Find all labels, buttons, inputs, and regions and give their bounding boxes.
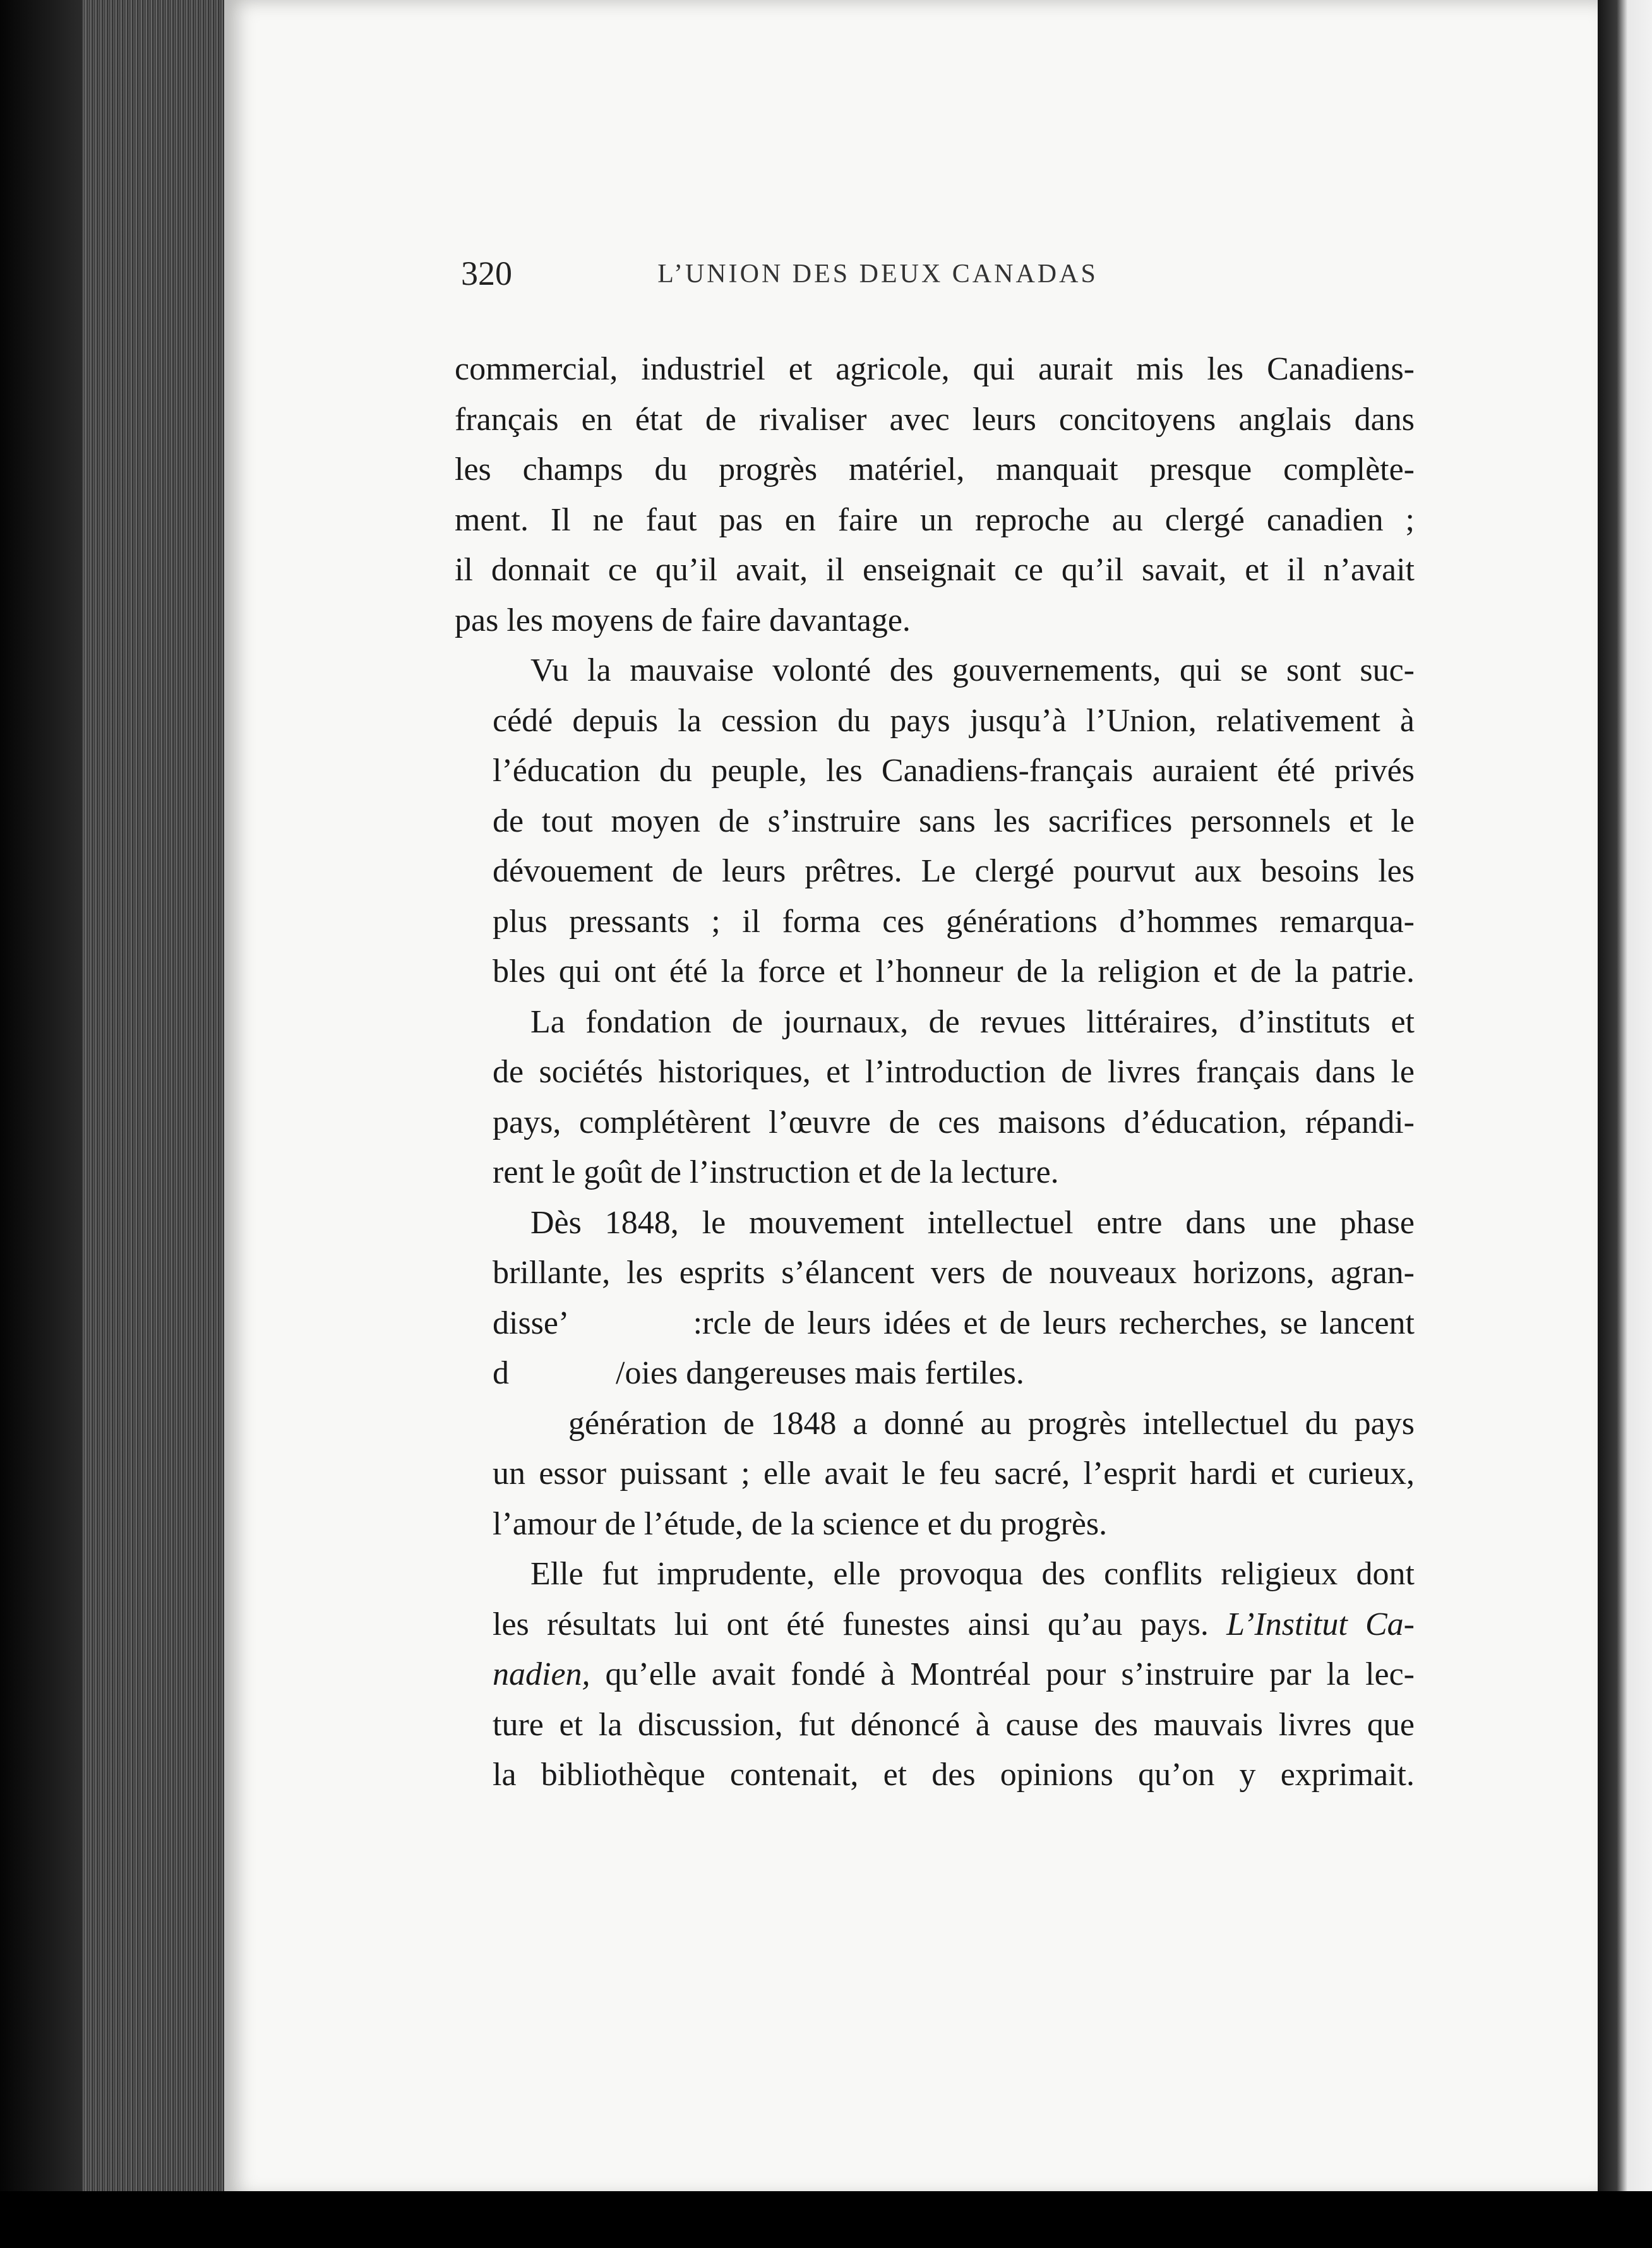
text-line: la bibliothèque contenait, et des opinions qu’on y exprimait. <box>493 1757 1415 1793</box>
text-line: disseʼ :rcle de leurs idées et de leurs recherches, se lancent <box>493 1305 1415 1341</box>
text-line: l’amour de l’étude, de la science et du progrès. <box>493 1505 1108 1542</box>
body-text <box>455 344 1415 1800</box>
text-line: de sociétés historiques, et l’introduction de livres français dans le <box>493 1054 1415 1090</box>
italic-title: nadien, <box>493 1656 590 1692</box>
text-line: dévouement de leurs prêtres. Le clergé pourvut aux besoins les <box>493 853 1415 889</box>
text-line: il donnait ce qu’il avait, il enseignait ce qu’il savait, et il n’avait <box>455 552 1415 588</box>
paragraph-5 <box>455 1399 1415 1550</box>
running-head: L’UNION DES DEUX CANADAS <box>657 260 1098 289</box>
text-line: rent le goût de l’instruction et de la lecture. <box>493 1154 1059 1190</box>
text-line: bles qui ont été la force et l’honneur de la religion et de la patrie. <box>493 954 1415 989</box>
text-line: un essor puissant ; elle avait le feu sacré, l’esprit hardi et curieux, <box>493 1456 1415 1492</box>
text-line: brillante, les esprits s’élancent vers de nouveaux horizons, agran- <box>493 1255 1415 1291</box>
paragraph-6 <box>455 1549 1415 1800</box>
text-line: Vu la mauvaise volonté des gouvernements, qui se sont suc- <box>530 652 1415 688</box>
text-line: ture et la discussion, fut dénoncé à cause des mauvais livres que <box>493 1706 1415 1743</box>
text-line: les champs du progrès matériel, manquait presque complète- <box>455 451 1415 487</box>
text-line: français en état de rivaliser avec leurs concitoyens anglais dans <box>455 401 1415 438</box>
text-line: Dès 1848, le mouvement intellectuel entre dans une phase <box>530 1204 1415 1241</box>
page-stack-edge <box>82 0 227 2197</box>
text-line <box>455 1649 1415 1700</box>
text-line: cédé depuis la cession du pays jusqu’à l’Union, relativement à <box>493 702 1415 739</box>
text-line: ment. Il ne faut pas en faire un reproche au clergé canadien ; <box>455 501 1415 538</box>
paragraph-1 <box>455 344 1415 645</box>
text-line: d /oies dangereuses mais fertiles. <box>493 1355 1024 1391</box>
italic-title: L’Institut Ca- <box>1226 1606 1415 1642</box>
book-spine-shadow <box>0 0 88 2248</box>
paragraph-2 <box>455 645 1415 997</box>
text-run: qu’elle avait fondé à Montréal pour s’instruire par la lec- <box>590 1656 1415 1692</box>
text-line: commercial, industriel et agricole, qui aurait mis les Canadiens- <box>455 351 1415 387</box>
bottom-margin <box>0 2191 1652 2248</box>
page-number: 320 <box>461 254 512 292</box>
text-line: l’éducation du peuple, les Canadiens-français auraient été privés <box>493 753 1415 789</box>
facing-page-edge <box>1598 0 1652 2248</box>
text-line: pas les moyens de faire davantage. <box>455 602 911 638</box>
text-run: les résultats lui ont été funestes ainsi qu’au pays. <box>493 1606 1227 1642</box>
text-line: Elle fut imprudente, elle provoqua des conflits religieux dont <box>530 1556 1415 1592</box>
text-line: pays, complétèrent l’œuvre de ces maisons d’éducation, répandi- <box>493 1104 1415 1140</box>
page-header <box>461 254 1206 304</box>
paragraph-4 <box>455 1198 1415 1399</box>
text-line <box>455 1599 1415 1650</box>
text-line: La fondation de journaux, de revues littéraires, d’instituts et <box>530 1003 1415 1040</box>
text-line: plus pressants ; il forma ces générations d’hommes remarqua- <box>493 903 1415 940</box>
paragraph-3 <box>455 997 1415 1198</box>
text-line: de tout moyen de s’instruire sans les sacrifices personnels et le <box>493 803 1415 839</box>
text-line: génération de 1848 a donné au progrès intellectuel du pays <box>568 1405 1415 1442</box>
